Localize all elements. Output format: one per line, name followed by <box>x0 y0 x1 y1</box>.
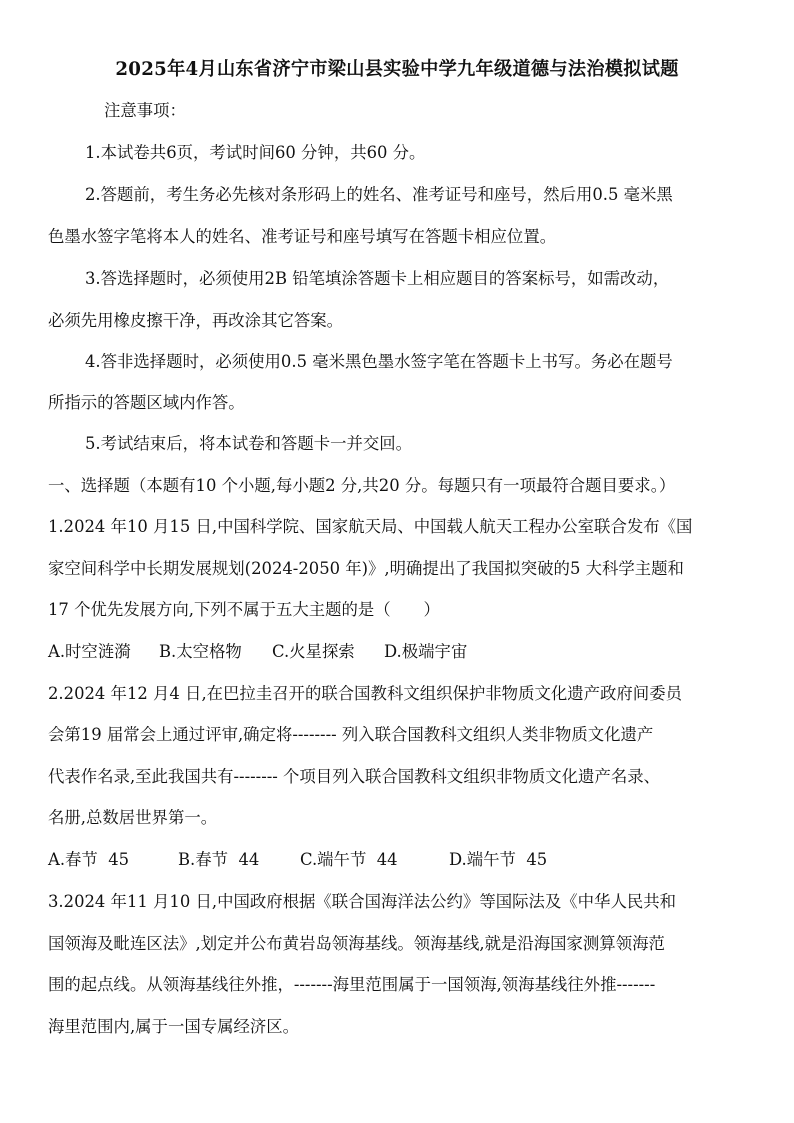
notice-item-5: 5.考试结束后，将本试卷和答题卡一并交回。 <box>85 434 413 453</box>
question-3-line-1: 3.2024 年11 月10 日,中国政府根据《联合国海洋法公约》等国际法及《中华人民共和 <box>48 892 677 911</box>
question-3-line-2: 国领海及毗连区法》,划定并公布黄岩岛领海基线。领海基线,就是沿海国家测算领海范 <box>48 934 665 953</box>
question-1-line-1: 1.2024 年10 月15 日,中国科学院、国家航天局、中国载人航天工程办公室联合发布《国 <box>48 517 693 536</box>
question-2-line-2: 会第19 届常会上通过评审,确定将-------- 列入联合国教科文组织人类非物质文化遗产 <box>48 725 654 744</box>
question-3-line-4: 海里范围内,属于一国专属经济区。 <box>48 1017 300 1036</box>
notice-heading: 注意事项： <box>104 101 186 120</box>
q1-option-c[interactable]: C.火星探索 <box>272 642 355 661</box>
q2-option-b[interactable]: B.春节 44 <box>178 850 260 869</box>
question-2-line-4: 名册,总数居世界第一。 <box>48 808 218 827</box>
question-2-line-3: 代表作名录,至此我国共有-------- 个项目列入联合国教科文组织非物质文化遗产名录、 <box>48 767 661 786</box>
notice-item-2-cont: 色墨水签字笔将本人的姓名、准考证号和座号填写在答题卡相应位置。 <box>48 227 557 246</box>
question-1-line-3: 17 个优先发展方向,下列不属于五大主题的是（ ） <box>48 600 440 619</box>
notice-item-4: 4.答非选择题时，必须使用0.5 毫米黑色墨水签字笔在答题卡上书写。务必在题号 <box>85 352 673 371</box>
q2-option-d[interactable]: D.端午节 45 <box>449 850 548 869</box>
question-1-line-2: 家空间科学中长期发展规划(2024-2050 年)》,明确提出了我国拟突破的5 大科学主题和 <box>48 559 684 578</box>
q2-option-c[interactable]: C.端午节 44 <box>300 850 398 869</box>
notice-item-3: 3.答选择题时，必须使用2B 铅笔填涂答题卡上相应题目的答案标号，如需改动， <box>85 269 670 288</box>
q1-option-d[interactable]: D.极端宇宙 <box>384 642 468 661</box>
notice-item-4-cont: 所指示的答题区域内作答。 <box>48 393 245 412</box>
notice-item-1: 1.本试卷共6页，考试时间60 分钟，共60 分。 <box>85 143 426 162</box>
question-1-options <box>48 639 467 665</box>
q1-option-b[interactable]: B.太空格物 <box>159 642 242 661</box>
notice-item-3-cont: 必须先用橡皮擦干净，再改涂其它答案。 <box>48 311 344 330</box>
section-heading-choice: 一、选择题（本题有10 个小题,每小题2 分,共20 分。每题只有一项最符合题目要求。） <box>48 476 676 495</box>
question-3-line-3: 围的起点线。从领海基线往外推，-------海里范围属于一国领海,领海基线往外推------- <box>48 975 656 994</box>
q2-option-a[interactable]: A.春节 45 <box>48 850 130 869</box>
question-2-options <box>48 847 547 873</box>
page-title: 2025年4月山东省济宁市梁山县实验中学九年级道德与法治模拟试题 <box>115 59 679 80</box>
question-2-line-1: 2.2024 年12 月4 日,在巴拉圭召开的联合国教科文组织保护非物质文化遗产政府间委员 <box>48 684 682 703</box>
q1-option-a[interactable]: A.时空涟漪 <box>48 642 131 661</box>
notice-item-2: 2.答题前，考生务必先核对条形码上的姓名、准考证号和座号，然后用0.5 毫米黑 <box>85 185 673 204</box>
